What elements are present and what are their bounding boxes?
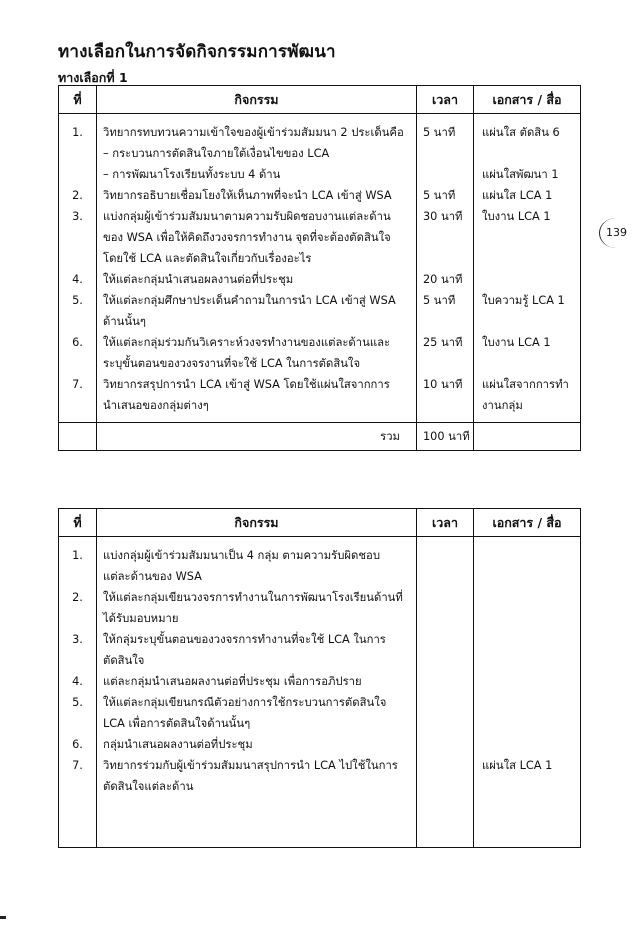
time-value	[417, 734, 473, 755]
item-number: 1.	[72, 549, 83, 562]
header-time: เวลา	[417, 86, 474, 114]
item-number: 5.	[72, 696, 83, 709]
item-number: 4.	[72, 273, 83, 286]
activity-text: วิทยากรอธิบายเชื่อมโยงให้เห็นภาพที่จะนำ LCA เข้าสู่ WSA	[103, 189, 392, 202]
time-value	[417, 353, 473, 374]
time-value: 5 นาที	[423, 126, 456, 139]
activity-text: ของ WSA เพื่อให้คิดถึงวงจรการทำงาน จุดที่จะต้องตัดสินใจ	[103, 231, 391, 244]
doc-value	[474, 650, 580, 671]
option-subtitle: ทางเลือกที่ 1	[58, 70, 128, 85]
time-value: 30 นาที	[423, 210, 463, 223]
doc-value: แผ่นใส LCA 1	[482, 759, 553, 772]
activity-text: ให้แต่ละกลุ่มร่วมกันวิเคราะห์วงจรทำงานของแต่ละด้านและ	[103, 336, 391, 349]
doc-value: ใบงาน LCA 1	[482, 210, 551, 223]
doc-value	[474, 566, 580, 587]
item-number	[59, 164, 96, 185]
activity-text: ให้แต่ละกลุ่มศึกษาประเด็นคำถามในการนำ LCA เข้าสู่ WSA	[103, 294, 396, 307]
activity-text: ได้รับมอบหมาย	[103, 612, 179, 625]
time-value	[417, 587, 473, 608]
time-value: 5 นาที	[423, 189, 456, 202]
activity-text: ด้านนั้นๆ	[103, 315, 146, 328]
item-number: 7.	[72, 378, 83, 391]
header-activity: กิจกรรม	[97, 509, 417, 537]
activity-text: กลุ่มนำเสนอผลงานต่อที่ประชุม	[103, 738, 253, 751]
time-value	[417, 629, 473, 650]
item-number	[59, 776, 96, 797]
item-number: 7.	[72, 759, 83, 772]
item-number	[59, 227, 96, 248]
doc-value	[474, 227, 580, 248]
header-no: ที่	[59, 86, 97, 114]
doc-value: แผ่นใสพัฒนา 1	[482, 168, 559, 181]
item-number: 6.	[72, 336, 83, 349]
table-header-row	[59, 86, 581, 114]
item-number: 2.	[72, 189, 83, 202]
item-number	[59, 143, 96, 164]
header-docs: เอกสาร / สื่อ	[474, 86, 581, 114]
header-no: ที่	[59, 509, 97, 537]
item-number: 3.	[72, 210, 83, 223]
time-value	[417, 143, 473, 164]
doc-value	[474, 353, 580, 374]
time-value	[417, 227, 473, 248]
doc-value	[474, 311, 580, 332]
time-value	[417, 608, 473, 629]
doc-value	[474, 671, 580, 692]
doc-value	[474, 248, 580, 269]
item-number: 4.	[72, 675, 83, 688]
doc-value	[474, 143, 580, 164]
time-value	[417, 164, 473, 185]
time-value: 25 นาที	[423, 336, 463, 349]
activity-text: ให้แต่ละกลุ่มนำเสนอผลงานต่อที่ประชุม	[103, 273, 294, 286]
item-number: 6.	[72, 738, 83, 751]
time-column	[417, 122, 473, 416]
item-number: 3.	[72, 633, 83, 646]
activity-column	[97, 545, 416, 797]
total-label: รวม	[380, 430, 400, 443]
doc-value	[474, 692, 580, 713]
item-number: 2.	[72, 591, 83, 604]
activity-text: วิทยากรสรุปการนำ LCA เข้าสู่ WSA โดยใช้แผ่นใสจากการ	[103, 378, 390, 391]
activity-text: ตัดสินใจแต่ละด้าน	[103, 780, 194, 793]
doc-value: แผ่นใส ตัดสิน 6	[482, 126, 560, 139]
time-value	[417, 545, 473, 566]
header-activity: กิจกรรม	[97, 86, 417, 114]
header-docs: เอกสาร / สื่อ	[474, 509, 581, 537]
doc-value: แผ่นใสจากการทำ	[482, 378, 569, 391]
doc-value	[474, 713, 580, 734]
activity-text: ตัดสินใจ	[103, 654, 145, 667]
time-value: 5 นาที	[423, 294, 456, 307]
doc-value	[474, 545, 580, 566]
doc-value	[474, 587, 580, 608]
total-row	[59, 423, 581, 451]
item-number: 1.	[72, 126, 83, 139]
time-value	[417, 755, 473, 776]
time-value	[417, 692, 473, 713]
activity-text: โดยใช้ LCA และตัดสินใจเกี่ยวกับเรื่องอะไร	[103, 252, 312, 265]
item-number	[59, 353, 96, 374]
time-value	[417, 566, 473, 587]
number-column	[59, 545, 96, 797]
time-value	[417, 311, 473, 332]
activity-text: – กระบวนการตัดสินใจภายใต้เงื่อนไขของ LCA	[103, 147, 330, 160]
time-value	[417, 395, 473, 416]
doc-value: แผ่นใส LCA 1	[482, 189, 553, 202]
docs-column	[474, 545, 580, 797]
activity-text: ให้แต่ละกลุ่มเขียนกรณีตัวอย่างการใช้กระบวนการตัดสินใจ	[103, 696, 387, 709]
table-body-row	[59, 537, 581, 848]
doc-value: ใบความรู้ LCA 1	[482, 294, 565, 307]
activity-text: ให้กลุ่มระบุขั้นตอนของวงจรการทำงานที่จะใช้ LCA ในการ	[103, 633, 386, 646]
item-number	[59, 395, 96, 416]
page-title: ทางเลือกในการจัดกิจกรรมการพัฒนา	[58, 42, 336, 62]
item-number	[59, 248, 96, 269]
page-number: 139	[599, 218, 633, 248]
activity-table-option-2	[58, 508, 581, 848]
time-column	[417, 545, 473, 797]
table-body-row	[59, 114, 581, 423]
time-value	[417, 776, 473, 797]
activity-text: – การพัฒนาโรงเรียนทั้งระบบ 4 ด้าน	[103, 168, 281, 181]
activity-text: นำเสนอของกลุ่มต่างๆ	[103, 399, 209, 412]
activity-text: แต่ละกลุ่มนำเสนอผลงานต่อที่ประชุม เพื่อการอภิปราย	[103, 675, 362, 688]
activity-table-option-1	[58, 85, 581, 451]
time-value	[417, 650, 473, 671]
header-time: เวลา	[417, 509, 474, 537]
doc-value	[474, 608, 580, 629]
doc-value	[474, 776, 580, 797]
activity-text: ให้แต่ละกลุ่มเขียนวงจรการทำงานในการพัฒนาโรงเรียนด้านที่	[103, 591, 403, 604]
number-column	[59, 122, 96, 416]
doc-value	[474, 269, 580, 290]
doc-value: ใบงาน LCA 1	[482, 336, 551, 349]
total-time: 100 นาที	[423, 430, 470, 443]
activity-text: วิทยากรทบทวนความเข้าใจของผู้เข้าร่วมสัมมนา 2 ประเด็นคือ	[103, 126, 404, 139]
doc-value	[474, 734, 580, 755]
time-value	[417, 248, 473, 269]
doc-value: งานกลุ่ม	[482, 399, 523, 412]
activity-text: แต่ละด้านของ WSA	[103, 570, 202, 583]
item-number	[59, 713, 96, 734]
time-value: 20 นาที	[423, 273, 463, 286]
activity-text: วิทยากรร่วมกับผู้เข้าร่วมสัมมนาสรุปการนำ LCA ไปใช้ในการ	[103, 759, 398, 772]
table-header-row	[59, 509, 581, 537]
item-number	[59, 650, 96, 671]
activity-text: แบ่งกลุ่มผู้เข้าร่วมสัมมนาเป็น 4 กลุ่ม ตามความรับผิดชอบ	[103, 549, 380, 562]
time-value	[417, 671, 473, 692]
scan-edge-mark	[0, 916, 6, 919]
item-number	[59, 608, 96, 629]
activity-text: LCA เพื่อการตัดสินใจด้านนั้นๆ	[103, 717, 251, 730]
time-value	[417, 713, 473, 734]
item-number	[59, 566, 96, 587]
doc-value	[474, 629, 580, 650]
time-value: 10 นาที	[423, 378, 463, 391]
activity-text: ระบุขั้นตอนของวงจรงานที่จะใช้ LCA ในการตัดสินใจ	[103, 357, 361, 370]
item-number	[59, 311, 96, 332]
item-number: 5.	[72, 294, 83, 307]
docs-column	[474, 122, 580, 416]
activity-text: แบ่งกลุ่มผู้เข้าร่วมสัมมนาตามความรับผิดชอบงานแต่ละด้าน	[103, 210, 391, 223]
activity-column	[97, 122, 416, 416]
